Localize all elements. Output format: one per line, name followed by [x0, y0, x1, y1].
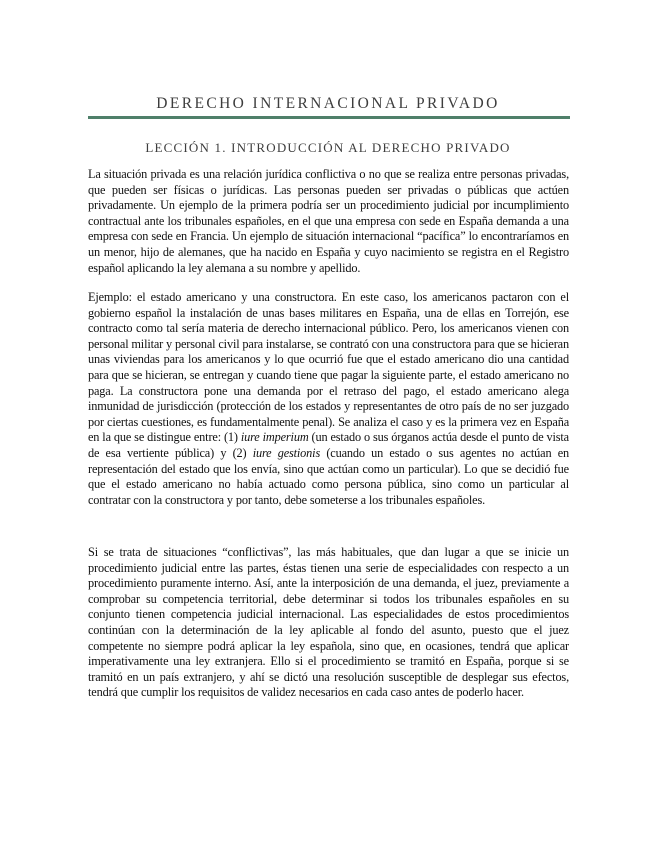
paragraph-situacion-privada: La situación privada es una relación jurídica conflictiva o no que se realiza entre personas privadas, que pueden ser físicas o jurídicas. Las personas pueden ser privadas o públicas que actúen privadamente. Un ejemplo de la primera podría ser un procedimiento judicial por incumplimiento contractual ante los tribunales españoles, en el que una empresa con sede en España demanda a una empresa con sede en Francia. Un ejemplo de situación internacional “pacífica” lo encontraríamos en un menor, hijo de alemanes, que ha nacido en España y cuyo nacimiento se registra en el Registro español aplicando la ley alemana a su nombre y apellido.: [88, 167, 569, 275]
term-iure-gestionis: iure gestionis: [252, 445, 321, 460]
paragraph-ejemplo-text-a: Ejemplo: el estado americano y una constructora. En este caso, los americanos pactaron con el gobierno español la instalación de unas bases militares en España, una de ellas en Torrejón, ese contracto como tal sería materia de derecho internacional público. Pero, los americanos vienen con personal militar y personal civil para instalarse, se contrató con una constructora para que se hicieran unas viviendas para los americanos y lo que ocurrió fue que el estado americano dio una cantidad para que se hicieran, se entregan y cuando tiene que pagar la siguiente parte, el estado americano no paga. La constructora pone una demanda por el retraso del pago, el estado americano alega inmunidad de jurisdicción (protección de los estados y representantes de otro país de no ser juzgado por ciertas cuestiones, es fundamentalmente penal). Se analiza el caso y es la primera vez en España en la que se distingue entre: (1): [88, 290, 569, 445]
term-iure-imperium: iure imperium: [240, 430, 309, 445]
paragraph-ejemplo: [88, 290, 569, 508]
title-divider: [88, 116, 570, 119]
paragraph-ejemplo-text-b: (un estado o sus órganos actúa desde el punto de vista de esa vertiente pública) y (2): [88, 430, 569, 460]
paragraph-situaciones-conflictivas: Si se trata de situaciones “conflictivas”, las más habituales, que dan lugar a que se inicie un procedimiento judicial entre las partes, éstas tienen una serie de especialidades con respecto a un procedimiento puramente interno. Así, ante la interposición de una demanda, el juez, previamente a comprobar su competencia territorial, debe determinar si todos los tribunales españoles en su conjunto tienen competencia judicial internacional. Las especialidades de estos procedimientos continúan con la determinación de la ley aplicable al fondo del asunto, puesto que el juez competente no siempre podrá aplicar la ley española, sino que, en ocasiones, tendrá que aplicar imperativamente una ley extranjera. Ello si el procedimiento se tramitó en España, porque si se tramitó en un país extranjero, y ahí se dictó una resolución susceptible de desplegar sus efectos, tendrá que cumplir los requisitos de validez necesarios en cada caso antes de poderlo hacer.: [88, 545, 569, 700]
document-title: DERECHO INTERNACIONAL PRIVADO: [156, 95, 500, 112]
paragraph-ejemplo-text-c: (cuando un estado o sus agentes no actúan en representación del estado que los envía, sino que actúan como un particular). Lo que se decidió fue que el estado americano no había actuado como persona pública, sino como un particular al contratar con la constructora y por tanto, debe someterse a los tribunales españoles.: [88, 445, 569, 507]
lesson-title: LECCIÓN 1. INTRODUCCIÓN AL DERECHO PRIVADO: [145, 140, 511, 155]
